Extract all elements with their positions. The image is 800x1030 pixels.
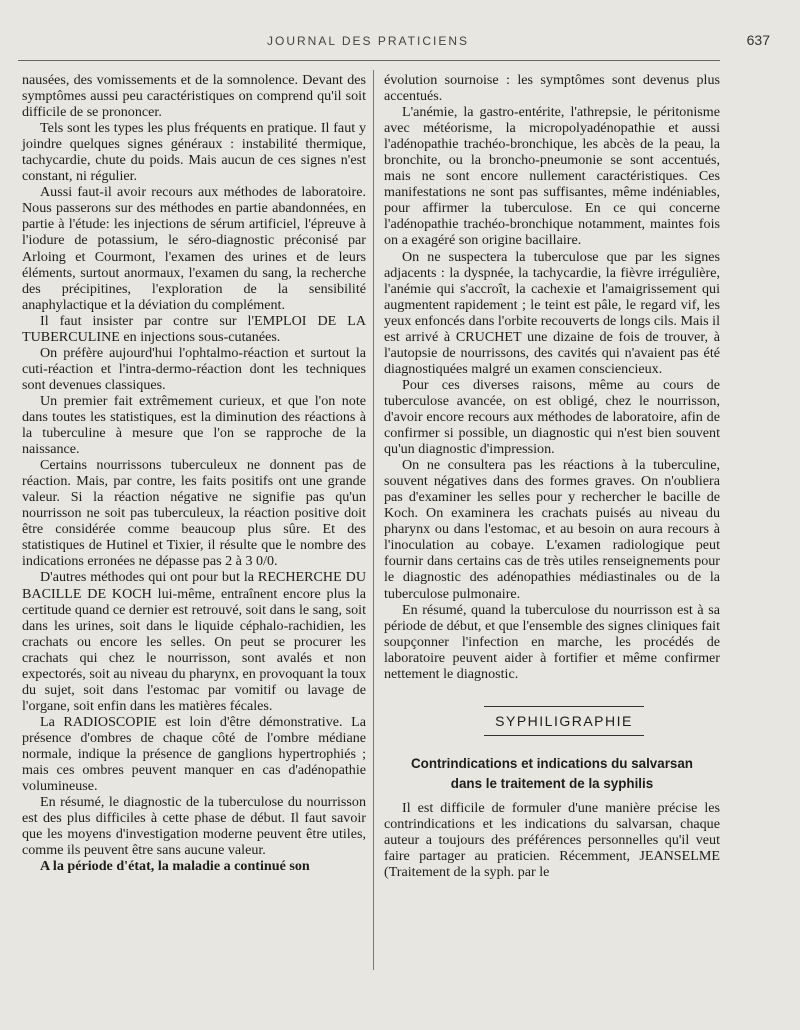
paragraph: Tels sont les types les plus fréquents en pratique. Il faut y joindre quelques signes généraux : instabilité thermique, tachycardie, chute du poids. Mais aucun de ces signes n'est constant, ni régulier. (22, 120, 366, 185)
paragraph: L'anémie, la gastro-entérite, l'athrepsie, le péritonisme avec météorisme, la micropolyadénopathie et aussi l'adénopathie trachéo-bronchique, les abcès de la peau, la bronchite, ou la broncho-pneumonie se sont accentués, mais ne sont encore nullement caractéristiques. Ces manifestations ne sont pas suffisantes, même indéniables, pour affirmer la tuberculose. En ce qui concerne l'adénopathie trachéo-bronchique notamment, maintes fois on a exagéré son origine bacillaire. (384, 104, 720, 249)
paragraph: On ne consultera pas les réactions à la tuberculine, souvent négatives dans des formes graves. On n'oubliera pas d'examiner les selles pour y rechercher le bacille de Koch. On examinera les crachats puisés au niveau du pharynx ou dans l'estomac, et au besoin on aura recours à l'inoculation au cobaye. L'examen radiologique peut fournir dans certains cas de très utiles renseignements pour le diagnostic des adénopathies médiastinales ou de la tuberculose pulmonaire. (384, 457, 720, 602)
article-title-line: dans le traitement de la syphilis (450, 775, 654, 791)
header-rule (18, 60, 720, 61)
paragraph: En résumé, le diagnostic de la tuberculose du nourrisson est des plus difficiles à cette phase de début. Il faut savoir que les moyens d'investigation moderne peuvent être utiles, comme ils peuvent être sans aucune valeur. (22, 794, 366, 859)
article-title (384, 754, 720, 794)
paragraph: Un premier fait extrêmement curieux, et que l'on note dans toutes les statistiques, est la diminution des réactions à la tuberculine à mesure que l'on se rapproche de la naissance. (22, 392, 366, 458)
right-column (384, 72, 720, 880)
paragraph: Aussi faut-il avoir recours aux méthodes de laboratoire. Nous passerons sur des méthodes en partie abandonnées, en partie à l'étude: les injections de sérum artificiel, l'épreuve à l'iodure de potassium, le séro-diagnostic préconisé par Arloing et Courmont, l'examen des urines et de leurs éléments, surtout anormaux, l'examen du sang, la recherche des précipitines, l'exploration de la sensibilité anaphylactique et la déviation du complément. (22, 184, 366, 313)
paragraph: Il est difficile de formuler d'une manière précise les contrindications et les indications du salvarsan, chaque auteur a toujours des préférences personnelles qu'il veut faire partager au praticien. Récemment, JEANSELME (Traitement de la syph. par le (384, 799, 720, 881)
paragraph: nausées, des vomissements et de la somnolence. Devant des symptômes aussi peu caractéristiques on comprend qu'il soit difficile de se prononcer. (22, 72, 366, 121)
paragraph: Certains nourrissons tuberculeux ne donnent pas de réaction. Mais, par contre, les faits positifs ont une grande valeur. Si la réaction négative ne signifie pas qu'un nourrisson ne soit pas tuberculeux, la réaction positive doit être considérée comme beaucoup plus sûre. Et des statistiques de Hutinel et Tixier, il résulte que le nombre des indications erronées ne dépasse pas 2 à 3 0/0. (22, 457, 366, 570)
paragraph: évolution sournoise : les symptômes sont devenus plus accentués. (384, 72, 720, 105)
paragraph: A la période d'état, la maladie a continué son (40, 858, 310, 875)
article-title-line: Contrindications et indications du salvarsan (410, 755, 693, 771)
paragraph: Pour ces diverses raisons, même au cours de tuberculose avancée, on est obligé, chez le nourrisson, d'avoir encore recours aux méthodes de laboratoire, afin de confirmer si possible, un diagnostic qui n'est bien souvent qu'un diagnostic d'impression. (384, 376, 720, 458)
page-header (18, 32, 770, 56)
paragraph: En résumé, quand la tuberculose du nourrisson est à sa période de début, et que l'ensemble des signes cliniques fait soupçonner l'infection en marche, les procédés de laboratoire peuvent aider à fortifier et même confirmer nettement le diagnostic. (384, 601, 720, 682)
paragraph: On ne suspectera la tuberculose que par les signes adjacents : la dyspnée, la tachycardie, la fièvre irrégulière, l'anémie qui s'accroît, la cachexie et l'amaigrissement qui augmentent rapidement ; le teint est pâle, le regard vif, les yeux enfoncés dans l'orbite recouverts de longs cils. Mais il est arrivé à CRUCHET une dizaine de fois de trouver, à l'autopsie de nourrissons, des cavités qui n'avaient pas été diagnostiquées malgré un examen consciencieux. (384, 248, 721, 377)
section-heading: SYPHILIGRAPHIE (484, 706, 644, 736)
journal-title: JOURNAL DES PRATICIENS (266, 34, 470, 48)
paragraph: On préfère aujourd'hui l'ophtalmo-réaction et surtout la cuti-réaction et l'intra-dermo-réaction dont les techniques sont devenues classiques. (22, 344, 366, 393)
paragraph: La RADIOSCOPIE est loin d'être démonstrative. La présence d'ombres de chaque côté de l'ombre médiane normale, indique la présence de ganglions hypertrophiés ; mais ces ombres peuvent manquer en cas d'adénopathie volumineuse. (22, 713, 366, 795)
column-divider (373, 70, 374, 970)
left-column (22, 72, 366, 874)
paragraph: Il faut insister par contre sur l'EMPLOI DE LA TUBERCULINE en injections sous-cutanées. (22, 312, 366, 345)
page-number: 637 (746, 32, 770, 48)
paragraph: D'autres méthodes qui ont pour but la RECHERCHE DU BACILLE DE KOCH lui-même, entraînent encore plus la certitude quand ce dernier est retrouvé, soit dans le sang, soit dans les urines, soit dans le liquide céphalo-rachidien, les crachats ou encore les selles. On peut se procurer les crachats qui chez le nourrisson, sont avalés et non expectorés, soit au niveau du pharynx, en provoquant la toux du sujet, soit dans l'estomac par vomitif ou lavage de l'organe, soit enfin dans les matières fécales. (22, 569, 366, 714)
